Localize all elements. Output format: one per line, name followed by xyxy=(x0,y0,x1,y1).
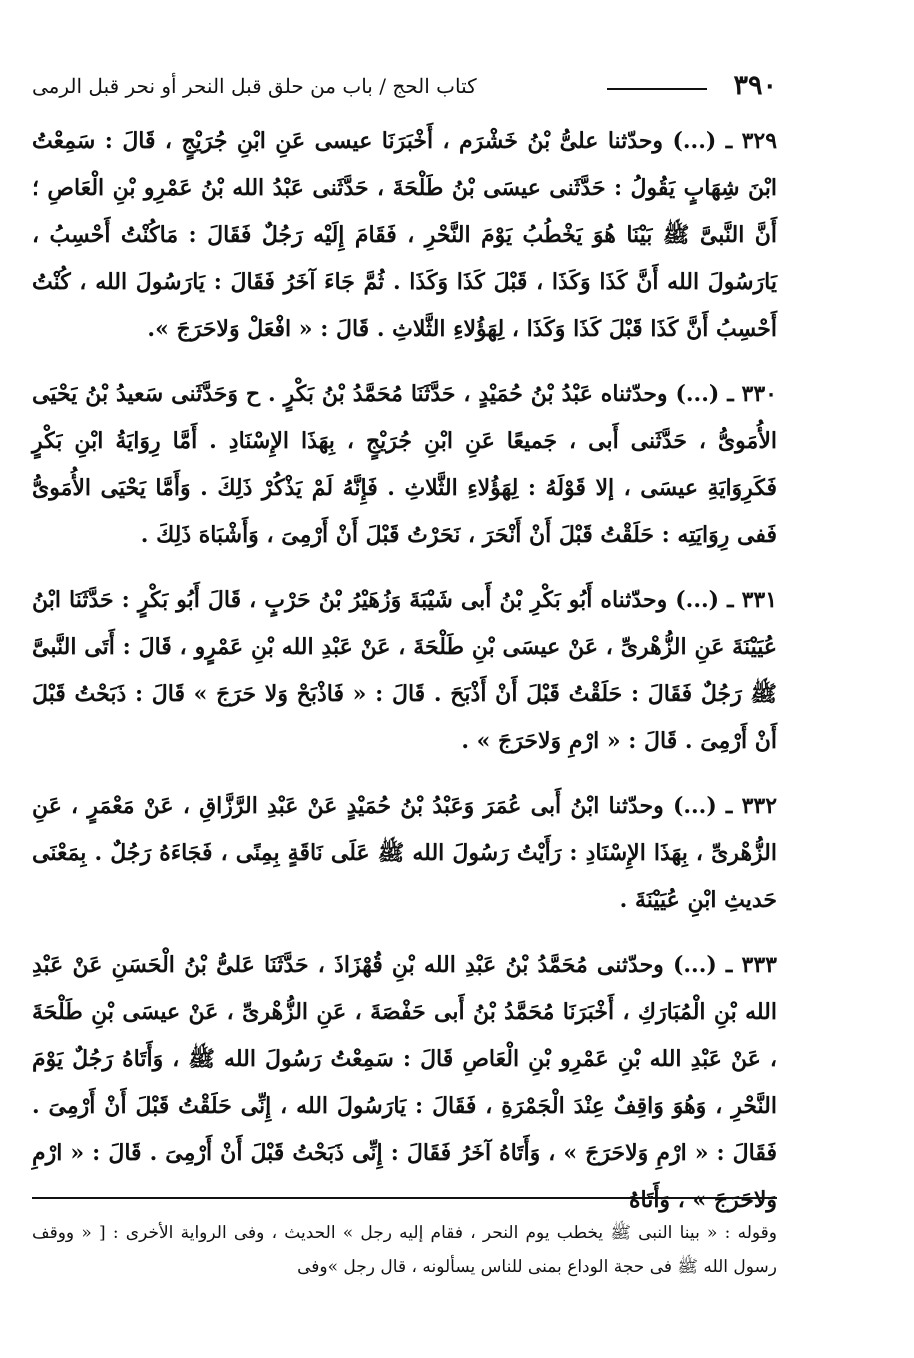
hadith-paragraph xyxy=(32,371,777,559)
hadith-number: ٣٣٣ ـ (...) xyxy=(672,952,777,978)
hadith-text: وحدّثنى مُحَمَّدُ بْنُ عَبْدِ الله بْنِ قُهْزَاذَ ، حَدَّثَنَا عَلىُّ بْنُ الْحَسَنِ عَنْ عَبْدِ الله بْنِ الْمُبَارَكِ ، أَخْبَرَنَا مُحَمَّدُ بْنُ أَبى حَفْصَةَ ، عَنِ الزُّهْرىِّ ، عَنْ عيسَى بْنِ طَلْحَةَ ، عَنْ عَبْدِ الله بْنِ عَمْرِو بْنِ الْعَاصِ قَالَ : سَمِعْتُ رَسُولَ الله ﷺ ، وَأَتَاهُ رَجُلٌ يَوْمَ النَّحْرِ ، وَهُوَ وَاقِفٌ عِنْدَ الْجَمْرَةِ ، فَقَالَ : يَارَسُولَ الله ، إِنِّى حَلَقْتُ قَبْلَ أَنْ أَرْمِىَ . فَقَالَ : « ارْمِ وَلاحَرَجَ » ، وَأَتَاهُ آخَرُ فَقَالَ : إِنِّى ذَبَحْتُ قَبْلَ أَنْ أَرْمِىَ . قَالَ : « ارْمِ وَلاحَرَجَ » ، وَأَتَاهُ xyxy=(32,952,777,1213)
page-number: ٣٩٠ xyxy=(733,70,777,101)
footnote-text: وقوله : « بينا النبى ﷺ يخطب يوم النحر ، فقام إليه رجل » الحديث ، وفى الرواية الأخرى : [ « ووقف رسول الله ﷺ فى حجة الوداع بمنى للناس يسألونه ، قال رجل »وفى xyxy=(32,1223,777,1277)
hadith-number: ٣٣١ ـ (...) xyxy=(675,587,778,613)
hadith-paragraph xyxy=(32,118,777,353)
hadith-text: وحدّثناه عَبْدُ بْنُ حُمَيْدٍ ، حَدَّثَنَا مُحَمَّدُ بْنُ بَكْرٍ . ح وَحَدَّثَنى سَعيدُ بْنُ يَحْيَى الأُمَوىُّ ، حَدَّثَنى أَبى ، جَميعًا عَنِ ابْنِ جُرَيْجٍ ، بِهَذَا الإِسْنَادِ . أَمَّا رِوَايَةُ ابْنِ بَكْرٍ فَكَرِوَايَةِ عيسَى ، إلا قَوْلَهُ : لِهَؤُلاءِ الثَّلاثِ . فَإِنَّهُ لَمْ يَذْكُرْ ذَلِكَ . وَأَمَّا يَحْيَى الأُمَوىُّ فَفى رِوَايَتِه : حَلَقْتُ قَبْلَ أَنْ أَنْحَرَ ، نَحَرْتُ قَبْلَ أَنْ أَرْمِىَ ، وَأَشْبَاهَ ذَلِكَ . xyxy=(32,381,777,548)
main-text xyxy=(32,118,777,1242)
hadith-text: وحدّثنا ابْنُ أَبى عُمَرَ وَعَبْدُ بْنُ حُمَيْدٍ عَنْ عَبْدِ الرَّزَّاقِ ، عَنْ مَعْمَرٍ ، عَنِ الزُّهْرىِّ ، بِهَذَا الإِسْنَادِ : رَأَيْتُ رَسُولَ الله ﷺ عَلَى نَاقَةٍ بِمِنًى ، فَجَاءَهُ رَجُلٌ . بِمَعْنَى حَديثِ ابْنِ عُيَيْنَةَ . xyxy=(32,793,777,913)
hadith-paragraph xyxy=(32,783,777,924)
footnote xyxy=(32,1216,777,1284)
hadith-number: ٣٢٩ ـ (...) xyxy=(672,128,778,154)
hadith-paragraph xyxy=(32,577,777,765)
hadith-number: ٣٣٠ ـ (...) xyxy=(675,381,777,407)
hadith-number: ٣٣٢ ـ (...) xyxy=(672,793,778,819)
hadith-text: وحدّثناه أَبُو بَكْرِ بْنُ أَبى شَيْبَةَ وَزُهَيْرُ بْنُ حَرْبٍ ، قَالَ أَبُو بَكْرٍ : حَدَّثَنَا ابْنُ عُيَيْنَةَ عَنِ الزُّهْرىِّ ، عَنْ عيسَى بْنِ طَلْحَةَ ، عَنْ عَبْدِ الله بْنِ عَمْرٍو ، قَالَ : أَتَى النَّبىَّ ﷺ رَجُلٌ فَقَالَ : حَلَقْتُ قَبْلَ أَنْ أَذْبَحَ . قَالَ : « فَاذْبَحْ وَلا حَرَجَ » قَالَ : ذَبَحْتُ قَبْلَ أَنْ أَرْمِىَ . قَالَ : « ارْمِ وَلاحَرَجَ » . xyxy=(32,587,777,754)
hadith-paragraph xyxy=(32,942,777,1224)
running-title: كتاب الحج / باب من حلق قبل النحر أو نحر قبل الرمى xyxy=(32,74,477,98)
footnote-divider xyxy=(32,1197,777,1199)
hadith-text: وحدّثنا علىُّ بْنُ خَشْرَم ، أَخْبَرَنَا عيسى عَنِ ابْنِ جُرَيْجٍ ، قَالَ : سَمِعْتُ ابْنَ شِهَابٍ يَقُولُ : حَدَّثَنى عيسَى بْنُ طَلْحَةَ ، حَدَّثَنى عَبْدُ الله بْنُ عَمْرِو بْنِ الْعَاصِ ؛ أَنَّ النَّبىَّ ﷺ بَيْنَا هُوَ يَخْطُبُ يَوْمَ النَّحْرِ ، فَقَامَ إِلَيْه رَجُلٌ فَقَالَ : مَاكُنْتُ أَحْسِبُ ، يَارَسُولَ الله أَنَّ كَذَا وَكَذَا ، قَبْلَ كَذَا وَكَذَا . ثُمَّ جَاءَ آخَرُ فَقَالَ : يَارَسُولَ الله ، كُنْتُ أَحْسِبُ أَنَّ كَذَا قَبْلَ كَذَا وَكَذَا ، لِهَؤُلاءِ الثَّلاثِ . قَالَ : « افْعَلْ وَلاحَرَجَ ». xyxy=(32,128,777,342)
header-rule xyxy=(607,88,707,90)
page-header xyxy=(32,68,777,108)
